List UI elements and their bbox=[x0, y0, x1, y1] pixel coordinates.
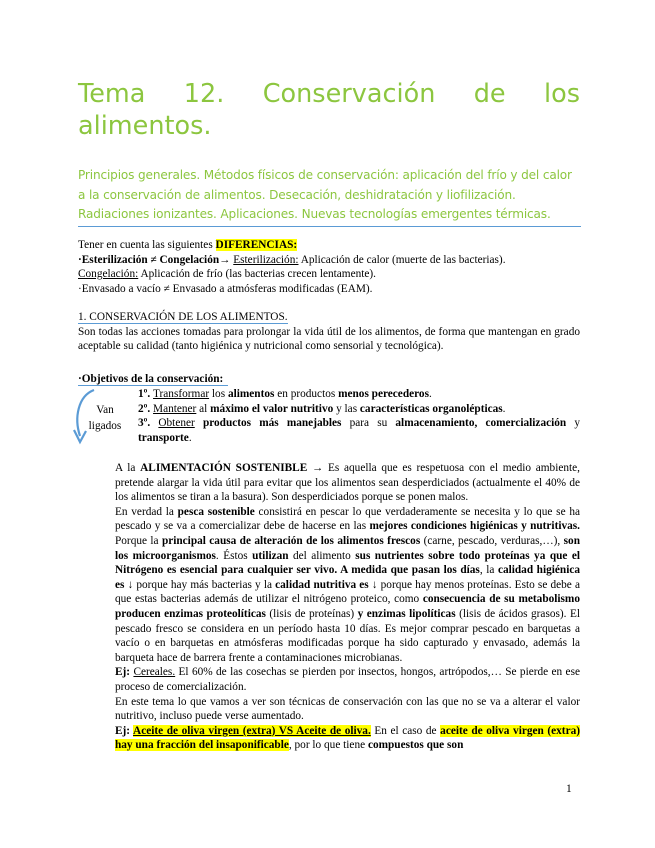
section-1-text: Son todas las acciones tomadas para prolongar la vida útil de los alimentos, de forma que mantengan en grado aceptable su calidad (tanto higiénica y nutricional como sensorial y tecnológica). bbox=[78, 325, 580, 353]
main-text bbox=[115, 461, 580, 753]
paragraph-sustainable: A la ALIMENTACIÓN SOSTENIBLE → Es aquella que es respetuosa con el medio ambiente, pretende alargar la vida útil para evitar que los alimentos sean desperdiciados (actualmente el 40% de los alimentos se tiran a la basura). Son desperdiciados porque se ponen malos. bbox=[115, 462, 580, 504]
differences-intro: Tener en cuenta las siguientes DIFERENCIAS: bbox=[78, 239, 298, 251]
linked-note: Van ligados bbox=[88, 404, 122, 432]
section-1-underline bbox=[78, 323, 288, 324]
section-1 bbox=[78, 310, 580, 354]
page-number: 1 bbox=[566, 783, 572, 795]
differences-block bbox=[78, 238, 580, 296]
objective-item-3: 3º. Obtener productos más manejables para su almacenamiento, comercialización y transporte. bbox=[138, 417, 580, 444]
title-divider bbox=[78, 226, 581, 227]
page-title: Tema 12. Conservación de los alimentos. bbox=[78, 79, 580, 141]
differences-highlight: DIFERENCIAS: bbox=[215, 239, 298, 251]
objective-item-2: 2º. Mantener al máximo el valor nutritivo y las características organolépticas. bbox=[138, 402, 506, 415]
paragraph-fishing: En verdad la pesca sostenible consistirá en pescar lo que verdaderamente se necesita y lo que se ha pescado y se va a comercializar debe de hacerse en las mejores condiciones higiénicas y nutritivas. Porque la principal causa de alteración de los alimentos frescos (carne, pescado, verduras,…), son los microorganismos. Éstos utilizan del alimento sus nutrientes sobre todo proteínas ya que el Nitrógeno es esencial para cualquier ser vivo. A medida que pasan los días, la calidad higiénica es ↓ porque hay más bacterias y la calidad nutritiva es ↓ porque hay menos proteínas. Esto se debe a que estas bacterias además de utilizar el nitrógeno proteico, como consecuencia de su metabolismo producen enzimas proteolíticas (lisis de proteínas) y enzimas lipolíticas (lisis de ácidos grasos). El pescado fresco se considera en un período hasta 10 días. Es mejor comprar pescado en barquetas a vacío o en barquetas en atmósferas modificadas porque ha sido capturado y envasado, además la barqueta hace de barrera frente a contaminaciones microbianas. bbox=[115, 505, 581, 664]
differences-line-1: ·Esterilización ≠ Congelación→ Esterilización: Aplicación de calor (muerte de las bacterias). bbox=[78, 253, 506, 266]
section-1-heading: 1. CONSERVACIÓN DE LOS ALIMENTOS. bbox=[78, 311, 288, 323]
objective-item-1: 1º. Transformar los alimentos en productos menos perecederos. bbox=[138, 388, 432, 400]
paragraph-techniques: En este tema lo que vamos a ver son técnicas de conservación con las que no se va a alterar el valor nutritivo, incluso puede verse aumentado. bbox=[115, 695, 580, 723]
objectives-underline bbox=[78, 385, 228, 386]
page-subtitle: Principios generales. Métodos físicos de conservación: aplicación del frío y del calor a la conservación de alimentos. Desecación, deshidratación y liofilización. Radiaciones ionizantes. Aplicaciones. Nuevas tecnologías emergentes térmicas. bbox=[78, 168, 572, 221]
paragraph-cereals-example: Ej: Cereales. El 60% de las cosechas se pierden por insectos, hongos, artrópodos,… Se pierde en ese proceso de comercialización. bbox=[115, 666, 580, 693]
paragraph-olive-oil-example: Ej: Aceite de oliva virgen (extra) VS Aceite de oliva. En el caso de aceite de oliva virgen (extra) hay una fracción del insaponificable, por lo que tiene compuestos que son bbox=[115, 724, 580, 752]
objectives-heading: ·Objetivos de la conservación: bbox=[78, 373, 224, 385]
differences-line-3: ·Envasado a vacío ≠ Envasado a atmósferas modificadas (EAM). bbox=[78, 282, 373, 295]
differences-line-2: Congelación: Aplicación de frío (las bacterias crecen lentamente). bbox=[78, 268, 376, 281]
objectives-list bbox=[138, 387, 580, 445]
